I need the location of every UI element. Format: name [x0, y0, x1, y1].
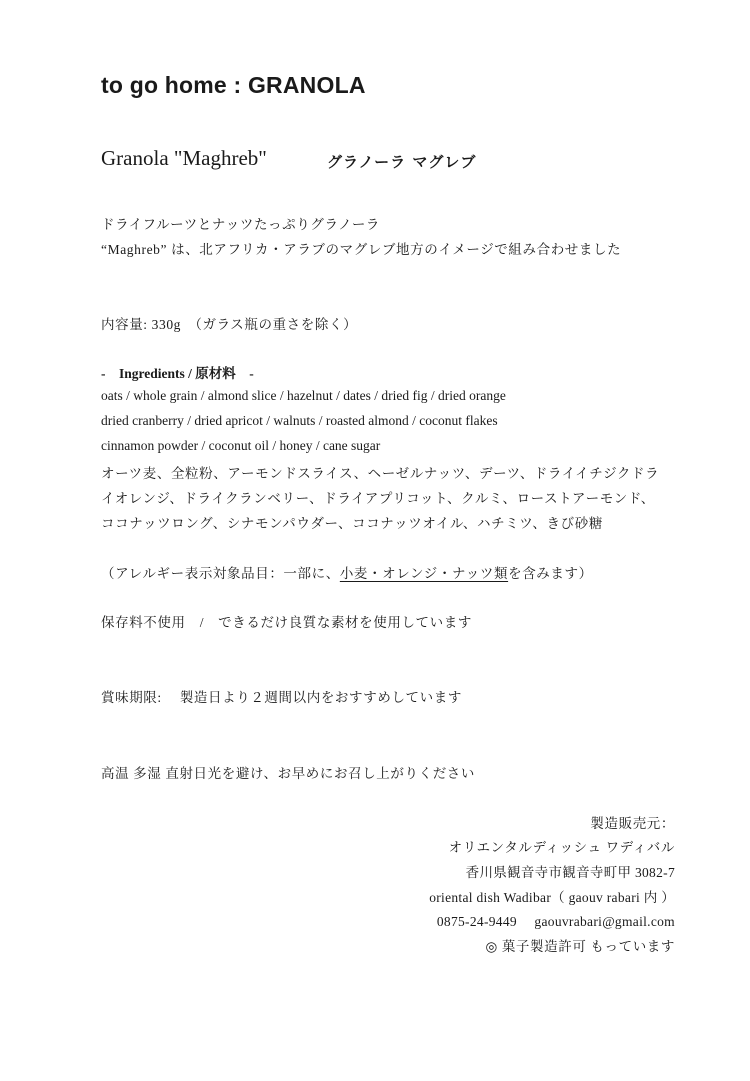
ingredients-heading: - Ingredients / 原材料 -: [101, 366, 254, 381]
ingredients-jp-line-3: ココナッツロング、シナモンパウダー、ココナッツオイル、ハチミツ、きび砂糖: [101, 516, 603, 531]
ingredients-en-line-1: oats / whole grain / almond slice / hazelnut / dates / dried fig / dried orange: [101, 388, 506, 403]
product-name-jp: グラノーラ マグレブ: [327, 153, 477, 171]
preservative-note: 保存料不使用 / できるだけ良質な素材を使用しています: [101, 615, 472, 630]
best-before: 賞味期限: 製造日より２週間以内をおすすめしています: [101, 690, 462, 705]
storage-note: 高温 多湿 直射日光を避け、お早めにお召し上がりください: [101, 766, 476, 781]
seller-label: 製造販売元：: [590, 816, 675, 831]
seller-company: オリエンタルディッシュ ワディバル: [448, 840, 675, 855]
allergy-items: 小麦・オレンジ・ナッツ類: [339, 566, 509, 581]
allergy-prefix: （アレルギー表示対象品目：一部に、: [101, 566, 340, 581]
seller-english-name: oriental dish Wadibar（ gaouv rabari 内 ）: [429, 890, 675, 905]
product-name: Granola "Maghreb": [101, 146, 267, 170]
allergy-note: [101, 562, 593, 582]
seller-contact: 0875-24-9449 gaouvrabari@gmail.com: [436, 914, 675, 929]
ingredients-jp-line-2: イオレンジ、ドライクランベリー、ドライアプリコット、クルミ、ローストアーモンド、: [101, 491, 655, 506]
ingredients-jp-line-1: オーツ麦、全粒粉、アーモンドスライス、ヘーゼルナッツ、デーツ、ドライイチジクドラ: [101, 466, 660, 481]
description-line-1: ドライフルーツとナッツたっぷりグラノーラ: [101, 217, 381, 232]
ingredients-en-line-2: dried cranberry / dried apricot / walnuts / roasted almond / coconut flakes: [101, 413, 498, 428]
page-title: to go home : GRANOLA: [101, 72, 366, 98]
description-line-2: “Maghreb” は、北アフリカ・アラブのマグレブ地方のイメージで組み合わせました: [101, 242, 622, 257]
content-amount: 内容量: 330g （ガラス瓶の重さを除く）: [101, 317, 358, 332]
seller-address: 香川県観音寺市観音寺町甲 3082-7: [465, 865, 675, 880]
allergy-suffix: を含みます）: [508, 566, 593, 581]
seller-license: ◎ 菓子製造許可 もっています: [485, 939, 675, 954]
ingredients-en-line-3: cinnamon powder / coconut oil / honey / cane sugar: [101, 438, 381, 453]
